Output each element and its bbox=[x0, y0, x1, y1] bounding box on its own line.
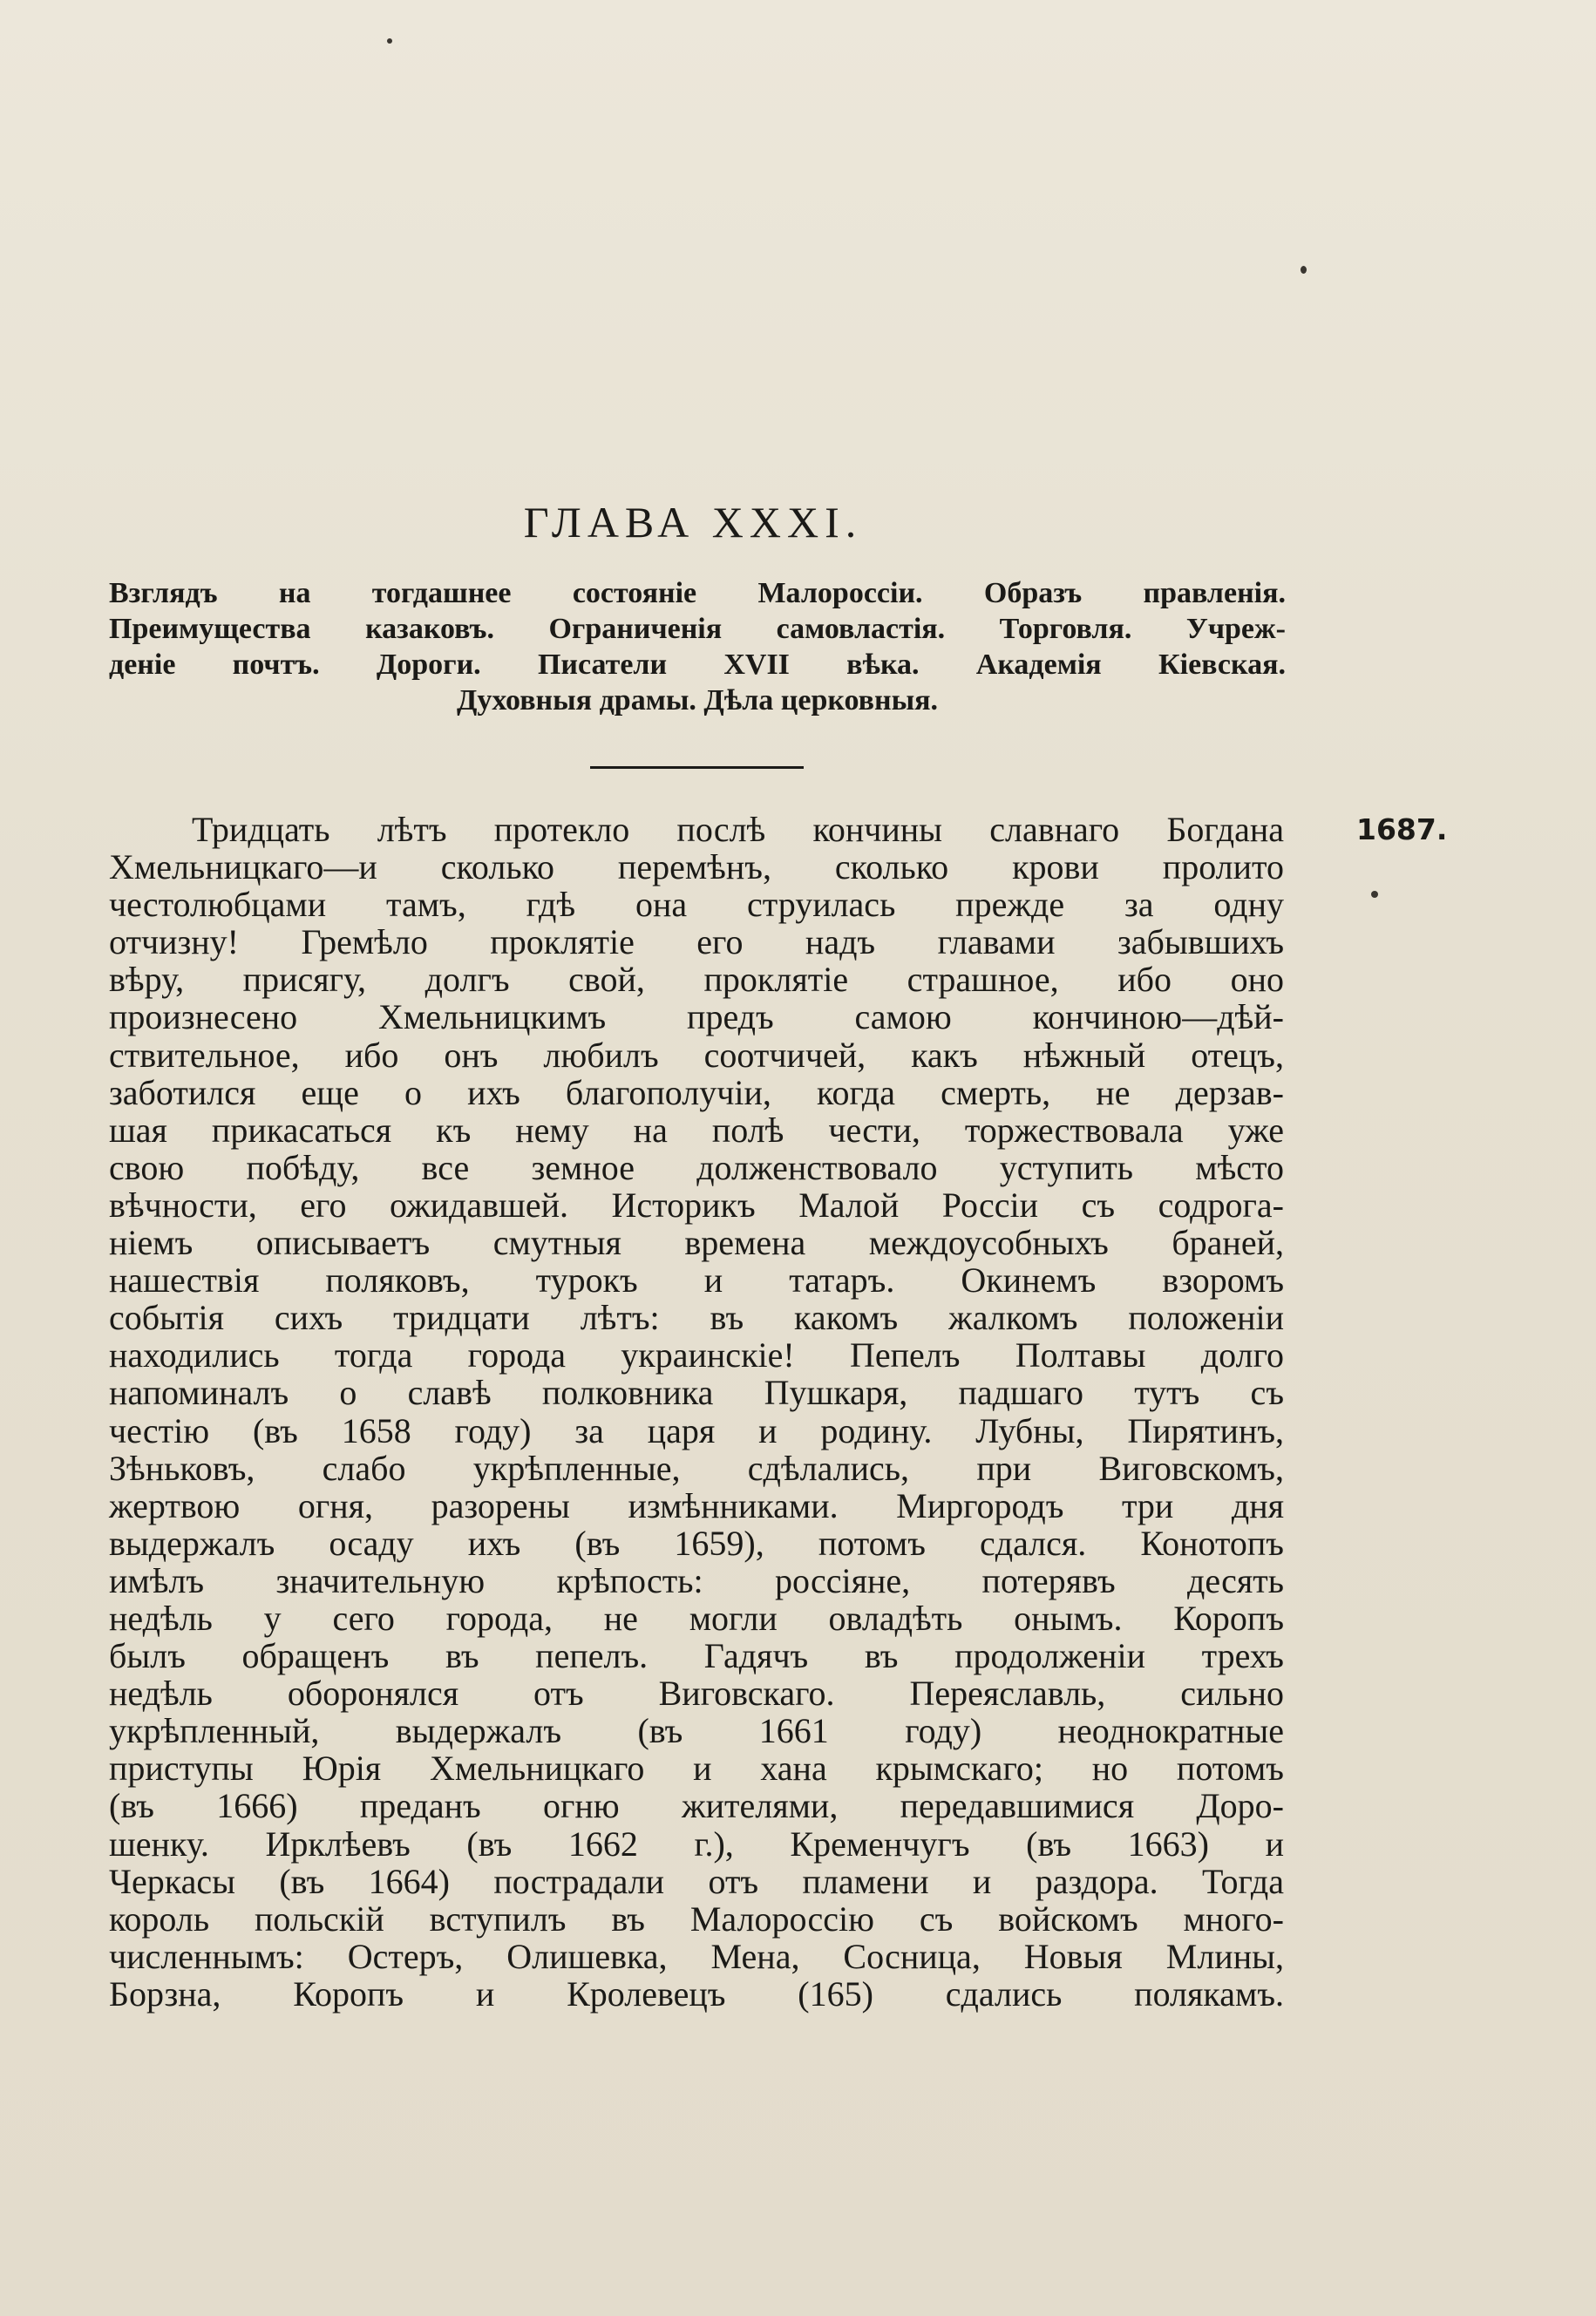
body-line: ствительное, ибо онъ любилъ соотчичей, какъ нѣжный отецъ, bbox=[109, 1035, 1284, 1075]
body-line: заботился еще о ихъ благополучіи, когда смерть, не дерзав- bbox=[109, 1072, 1284, 1112]
summary-line: Взглядъ на тогдашнее состояніе Малороссіи. Образъ правленія. bbox=[109, 577, 1286, 609]
body-line: отчизну! Гремѣло проклятіе его надъ главами забывшихъ bbox=[109, 922, 1284, 962]
body-line: Борзна, Коропъ и Кролевецъ (165) сдались полякамъ. bbox=[109, 1973, 1284, 2014]
body-line: вѣчности, его ожидавшей. Историкъ Малой Россіи съ содрога- bbox=[109, 1185, 1284, 1225]
chapter-title: ГЛАВА XXXI. bbox=[523, 498, 863, 547]
body-line: Черкасы (въ 1664) пострадали отъ пламени и раздора. Тогда bbox=[109, 1861, 1284, 1901]
summary-line: Духовныя драмы. Дѣла церковныя. bbox=[456, 684, 939, 717]
body-line: свою побѣду, все земное долженствовало уступить мѣсто bbox=[109, 1147, 1284, 1187]
body-line: честолюбцами тамъ, гдѣ она струилась прежде за одну bbox=[109, 885, 1284, 925]
body-line: Тридцать лѣтъ протекло послѣ кончины славнаго Богдана bbox=[192, 810, 1284, 849]
body-line: честію (въ 1658 году) за царя и родину. Лубны, Пирятинъ, bbox=[109, 1410, 1284, 1450]
section-divider bbox=[590, 766, 804, 769]
body-line: жертвою огня, разорены измѣнниками. Миргородъ три дня bbox=[109, 1485, 1284, 1525]
margin-year-note: 1687. bbox=[1356, 812, 1448, 846]
summary-line: деніе почтъ. Дороги. Писатели XVII вѣка. Академія Кіевская. bbox=[109, 649, 1286, 681]
body-line: укрѣпленный, выдержалъ (въ 1661 году) неоднократные bbox=[109, 1711, 1284, 1751]
body-line: напоминалъ о славѣ полковника Пушкаря, падшаго тутъ съ bbox=[109, 1373, 1284, 1413]
body-line: шенку. Ирклѣевъ (въ 1662 г.), Кременчугъ (въ 1663) и bbox=[109, 1824, 1284, 1864]
ink-speck bbox=[1371, 891, 1378, 898]
body-line: находились тогда города украинскіе! Пепелъ Полтавы долго bbox=[109, 1335, 1284, 1375]
summary-line: Преимущества казаковъ. Ограниченія самовластія. Торговля. Учреж- bbox=[109, 613, 1286, 645]
body-line: (въ 1666) преданъ огню жителями, передавшимися Доро- bbox=[109, 1786, 1284, 1826]
body-line: король польскій вступилъ въ Малороссію съ войскомъ много- bbox=[109, 1898, 1284, 1939]
body-line: шая прикасаться къ нему на полѣ чести, торжествовала уже bbox=[109, 1110, 1284, 1150]
ink-speck bbox=[387, 38, 392, 44]
body-line: нашествія поляковъ, турокъ и татаръ. Окинемъ взоромъ bbox=[109, 1260, 1284, 1301]
body-line: былъ обращенъ въ пепелъ. Гадячъ въ продолженіи трехъ bbox=[109, 1636, 1284, 1676]
body-line: численнымъ: Остеръ, Олишевка, Мена, Сосница, Новыя Млины, bbox=[109, 1936, 1284, 1976]
body-line: вѣру, присягу, долгъ свой, проклятіе страшное, ибо оно bbox=[109, 960, 1284, 1000]
body-line: событія сихъ тридцати лѣтъ: въ какомъ жалкомъ положеніи bbox=[109, 1298, 1284, 1338]
chapter-summary bbox=[109, 575, 1286, 718]
body-line: имѣлъ значительную крѣпость: россіяне, потерявъ десять bbox=[109, 1560, 1284, 1600]
body-line: произнесено Хмельницкимъ предъ самою кончиною—дѣй- bbox=[109, 997, 1284, 1037]
body-line: недѣль оборонялся отъ Виговскаго. Переяславль, сильно bbox=[109, 1674, 1284, 1714]
body-line: ніемъ описываетъ смутныя времена междоусобныхъ браней, bbox=[109, 1223, 1284, 1263]
body-line: приступы Юрія Хмельницкаго и хана крымскаго; но потомъ bbox=[109, 1749, 1284, 1789]
ink-speck bbox=[1301, 266, 1307, 274]
body-line: выдержалъ осаду ихъ (въ 1659), потомъ сдался. Конотопъ bbox=[109, 1523, 1284, 1563]
body-line: Хмельницкаго—и сколько перемѣнъ, сколько крови пролито bbox=[109, 847, 1284, 887]
body-line: Зѣньковъ, слабо укрѣпленные, сдѣлались, при Виговскомъ, bbox=[109, 1448, 1284, 1488]
body-text bbox=[109, 811, 1284, 2013]
body-line: недѣль у сего города, не могли овладѣть онымъ. Коропъ bbox=[109, 1598, 1284, 1638]
